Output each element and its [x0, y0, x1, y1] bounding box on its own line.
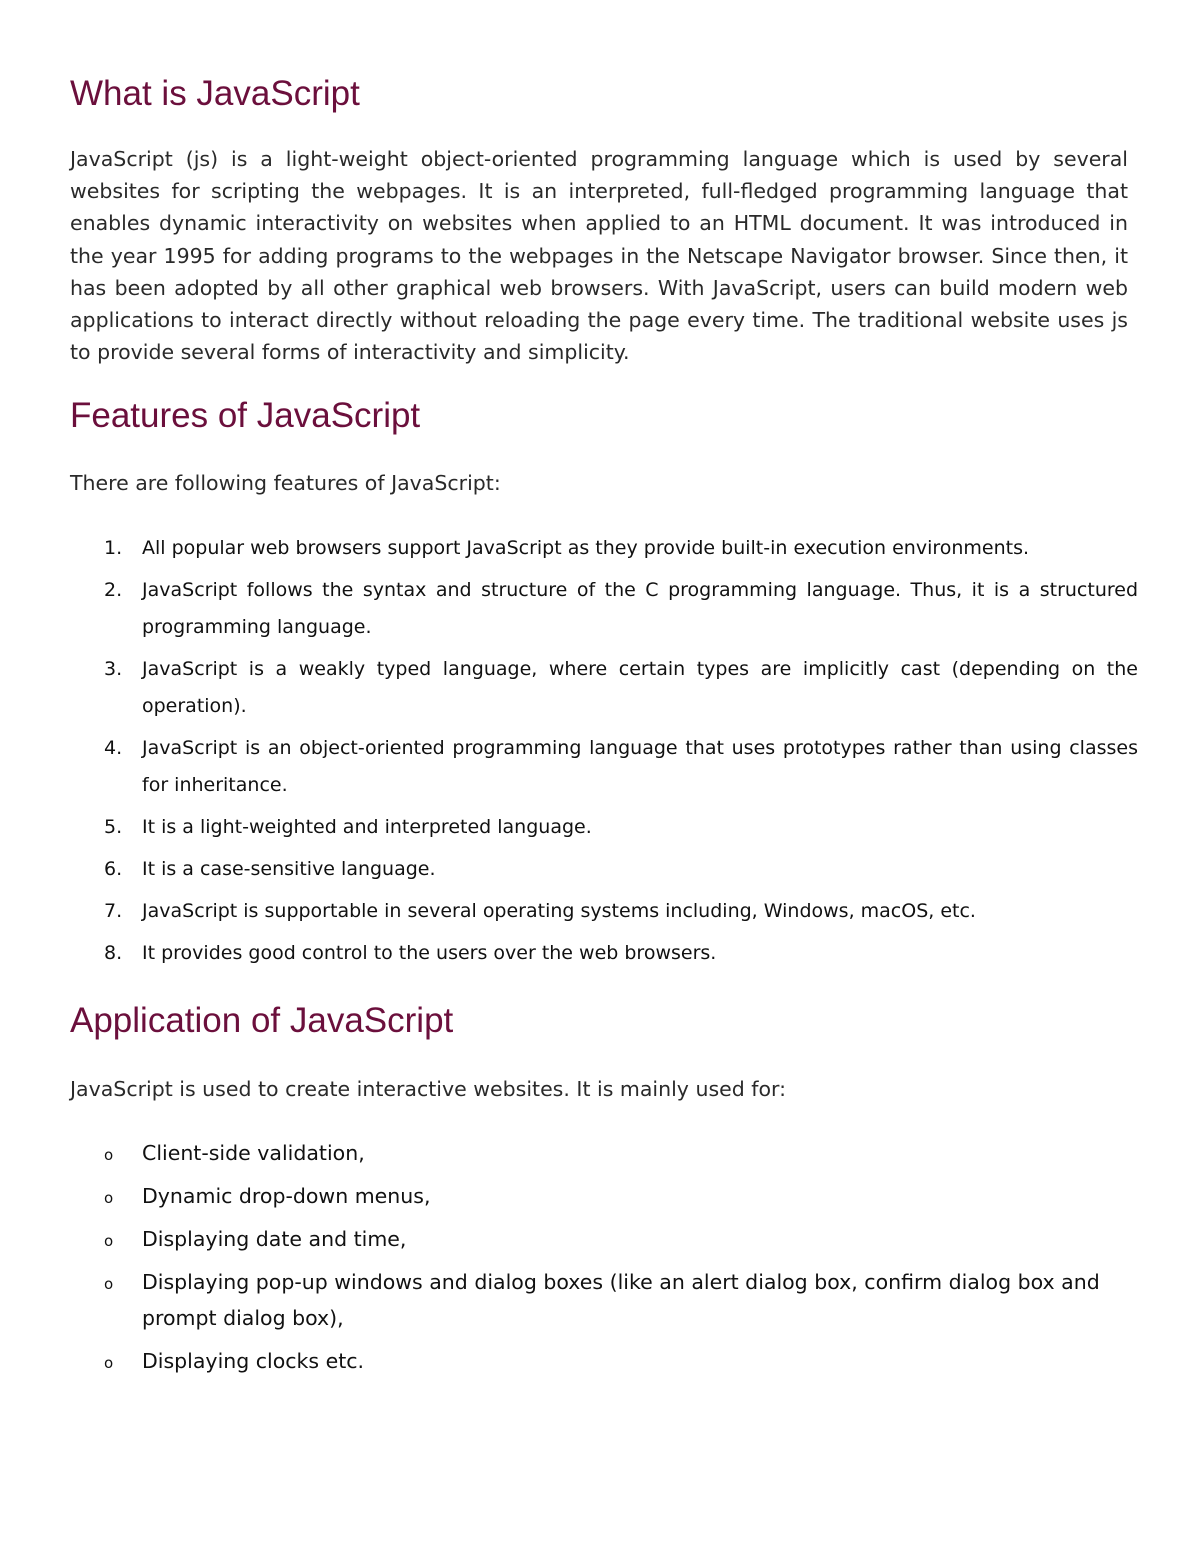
bullet-marker: o	[104, 1354, 114, 1372]
bullet-marker: o	[104, 1232, 114, 1250]
list-item-text: Displaying clocks etc.	[142, 1349, 365, 1373]
list-item	[70, 1221, 1138, 1257]
list-item-text: It is a light-weighted and interpreted language.	[142, 816, 592, 838]
list-item	[70, 530, 1138, 567]
list-number: 8.	[104, 942, 123, 964]
list-item	[70, 851, 1138, 888]
list-item-text: It is a case-sensitive language.	[142, 858, 436, 880]
applications-list	[70, 1135, 1138, 1386]
list-item-text: Dynamic drop-down menus,	[142, 1184, 431, 1208]
list-item	[70, 1264, 1138, 1336]
list-number: 5.	[104, 816, 123, 838]
list-item	[70, 1178, 1138, 1214]
list-item-text: JavaScript is an object-oriented programming language that uses prototypes rather than using classes for inheritance.	[142, 737, 1138, 796]
list-item-text: All popular web browsers support JavaScript as they provide built-in execution environments.	[142, 537, 1030, 559]
list-number: 2.	[104, 579, 123, 601]
list-item-text: Displaying pop-up windows and dialog boxes (like an alert dialog box, confirm dialog box and prompt dialog box),	[142, 1270, 1100, 1330]
heading-what-is-javascript: What is JavaScript	[70, 74, 360, 113]
list-number: 6.	[104, 858, 123, 880]
list-item	[70, 1135, 1138, 1171]
list-item-text: JavaScript is a weakly typed language, where certain types are implicitly cast (depending on the operation).	[142, 658, 1138, 717]
list-number: 1.	[104, 537, 123, 559]
list-number: 4.	[104, 737, 123, 759]
features-list	[70, 530, 1138, 977]
list-item	[70, 935, 1138, 972]
list-item	[70, 730, 1138, 804]
list-number: 7.	[104, 900, 123, 922]
list-item	[70, 651, 1138, 725]
paragraph-application-intro: JavaScript is used to create interactive websites. It is mainly used for:	[70, 1077, 786, 1101]
heading-application-of-javascript: Application of JavaScript	[70, 1001, 454, 1040]
bullet-marker: o	[104, 1146, 114, 1164]
list-item-text: It provides good control to the users over the web browsers.	[142, 942, 717, 964]
list-item	[70, 893, 1138, 930]
list-number: 3.	[104, 658, 123, 680]
bullet-marker: o	[104, 1189, 114, 1207]
list-item-text: JavaScript follows the syntax and structure of the C programming language. Thus, it is a structured programming language.	[142, 579, 1138, 638]
list-item-text: Displaying date and time,	[142, 1227, 407, 1251]
list-item	[70, 809, 1138, 846]
heading-features-of-javascript: Features of JavaScript	[70, 396, 421, 435]
bullet-marker: o	[104, 1275, 114, 1293]
list-item-text: Client-side validation,	[142, 1141, 365, 1165]
list-item-text: JavaScript is supportable in several operating systems including, Windows, macOS, etc.	[142, 900, 976, 922]
list-item	[70, 572, 1138, 646]
paragraph-what-is-javascript: JavaScript (js) is a light-weight object-oriented programming language which is used by several websites for scripting the webpages. It is an interpreted, full-fledged programming language that enables dynamic interactivity on websites when applied to an HTML document. It was introduced in the year 1995 for adding programs to the webpages in the Netscape Navigator browser. Since then, it has been adopted by all other graphical web browsers. With JavaScript, users can build modern web applications to interact directly without reloading the page every time. The traditional website uses js to provide several forms of interactivity and simplicity.	[70, 147, 1128, 365]
list-item	[70, 1343, 1138, 1379]
paragraph-features-intro: There are following features of JavaScript:	[70, 471, 501, 495]
